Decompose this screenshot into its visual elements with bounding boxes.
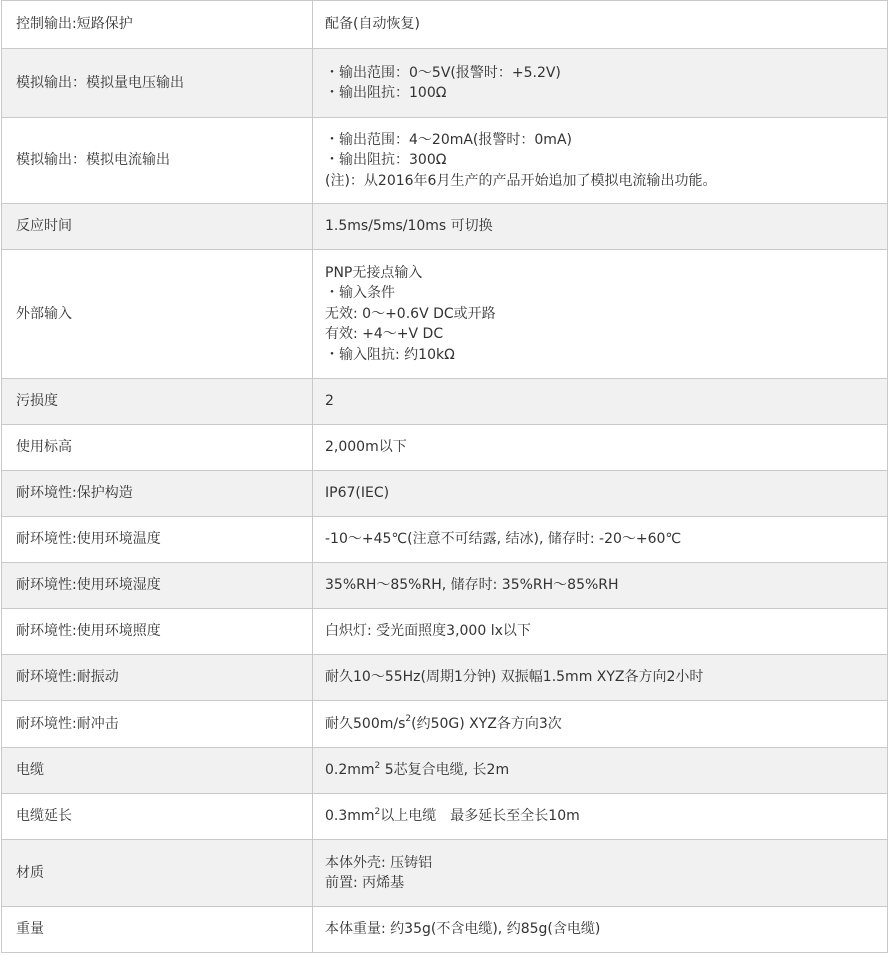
spec-row-vibration (2, 655, 888, 701)
spec-value: 白炽灯: 受光面照度3,000 lx以下 (313, 609, 888, 655)
spec-label: 模拟输出：模拟电流输出 (2, 118, 313, 204)
spec-value: PNP无接点输入 ・输入条件 无效: 0～+0.6V DC或开路 有效: +4～+V DC ・输入阻抗: 约10kΩ (313, 250, 888, 379)
spec-row-response-time (2, 204, 888, 250)
spec-value: IP67(IEC) (313, 471, 888, 517)
spec-label: 模拟输出：模拟量电压输出 (2, 49, 313, 118)
spec-value: $0.3mm^2$以上电缆 最多延长至全长10m (313, 794, 888, 840)
spec-value: 35%RH～85%RH, 储存时: 35%RH～85%RH (313, 563, 888, 609)
spec-value: -10～+45℃(注意不可结露, 结冰), 储存时: -20～+60℃ (313, 517, 888, 563)
spec-row-weight (2, 907, 888, 953)
spec-row-material (2, 840, 888, 907)
spec-value: 耐久10～55Hz(周期1分钟) 双振幅1.5mm XYZ各方向2小时 (313, 655, 888, 701)
spec-row-pollution-degree (2, 379, 888, 425)
spec-value: 2,000m以下 (313, 425, 888, 471)
spec-row-external-input (2, 250, 888, 379)
spec-value: ・输出范围：0～5V(报警时：+5.2V) ・输出阻抗：100Ω (313, 49, 888, 118)
spec-row-voltage-output (2, 49, 888, 118)
spec-label: 电缆延长 (2, 794, 313, 840)
spec-value: $0.2mm^2$ 5芯复合电缆, 长2m (313, 748, 888, 794)
spec-label: 使用标高 (2, 425, 313, 471)
spec-table (1, 0, 888, 953)
spec-value: 2 (313, 379, 888, 425)
spec-label: 外部输入 (2, 250, 313, 379)
spec-row-humidity (2, 563, 888, 609)
spec-row-cable-extension (2, 794, 888, 840)
spec-label: 材质 (2, 840, 313, 907)
spec-value: 配备(自动恢复) (313, 1, 888, 49)
spec-label: 耐环境性:保护构造 (2, 471, 313, 517)
spec-row-cable (2, 748, 888, 794)
spec-label: 控制输出:短路保护 (2, 1, 313, 49)
spec-label: 耐环境性:耐冲击 (2, 701, 313, 748)
spec-row-altitude (2, 425, 888, 471)
spec-value: ・输出范围：4～20mA(报警时：0mA) ・输出阻抗：300Ω (注)：从2016年6月生产的产品开始追加了模拟电流输出功能。 (313, 118, 888, 204)
spec-row-current-output (2, 118, 888, 204)
spec-label: 污损度 (2, 379, 313, 425)
spec-value: 耐久$500m/s^2$(约50G) XYZ各方向3次 (313, 701, 888, 748)
spec-value: 本体重量: 约35g(不含电缆), 约85g(含电缆) (313, 907, 888, 953)
spec-row-shock (2, 701, 888, 748)
spec-value: 本体外壳: 压铸铝 前置: 丙烯基 (313, 840, 888, 907)
spec-label: 重量 (2, 907, 313, 953)
spec-value: 1.5ms/5ms/10ms 可切换 (313, 204, 888, 250)
spec-label: 耐环境性:使用环境湿度 (2, 563, 313, 609)
spec-row-illuminance (2, 609, 888, 655)
spec-label: 耐环境性:使用环境温度 (2, 517, 313, 563)
spec-row-temperature (2, 517, 888, 563)
spec-row-short-circuit (2, 1, 888, 49)
spec-label: 电缆 (2, 748, 313, 794)
spec-label: 耐环境性:使用环境照度 (2, 609, 313, 655)
spec-label: 反应时间 (2, 204, 313, 250)
spec-label: 耐环境性:耐振动 (2, 655, 313, 701)
spec-row-protection (2, 471, 888, 517)
